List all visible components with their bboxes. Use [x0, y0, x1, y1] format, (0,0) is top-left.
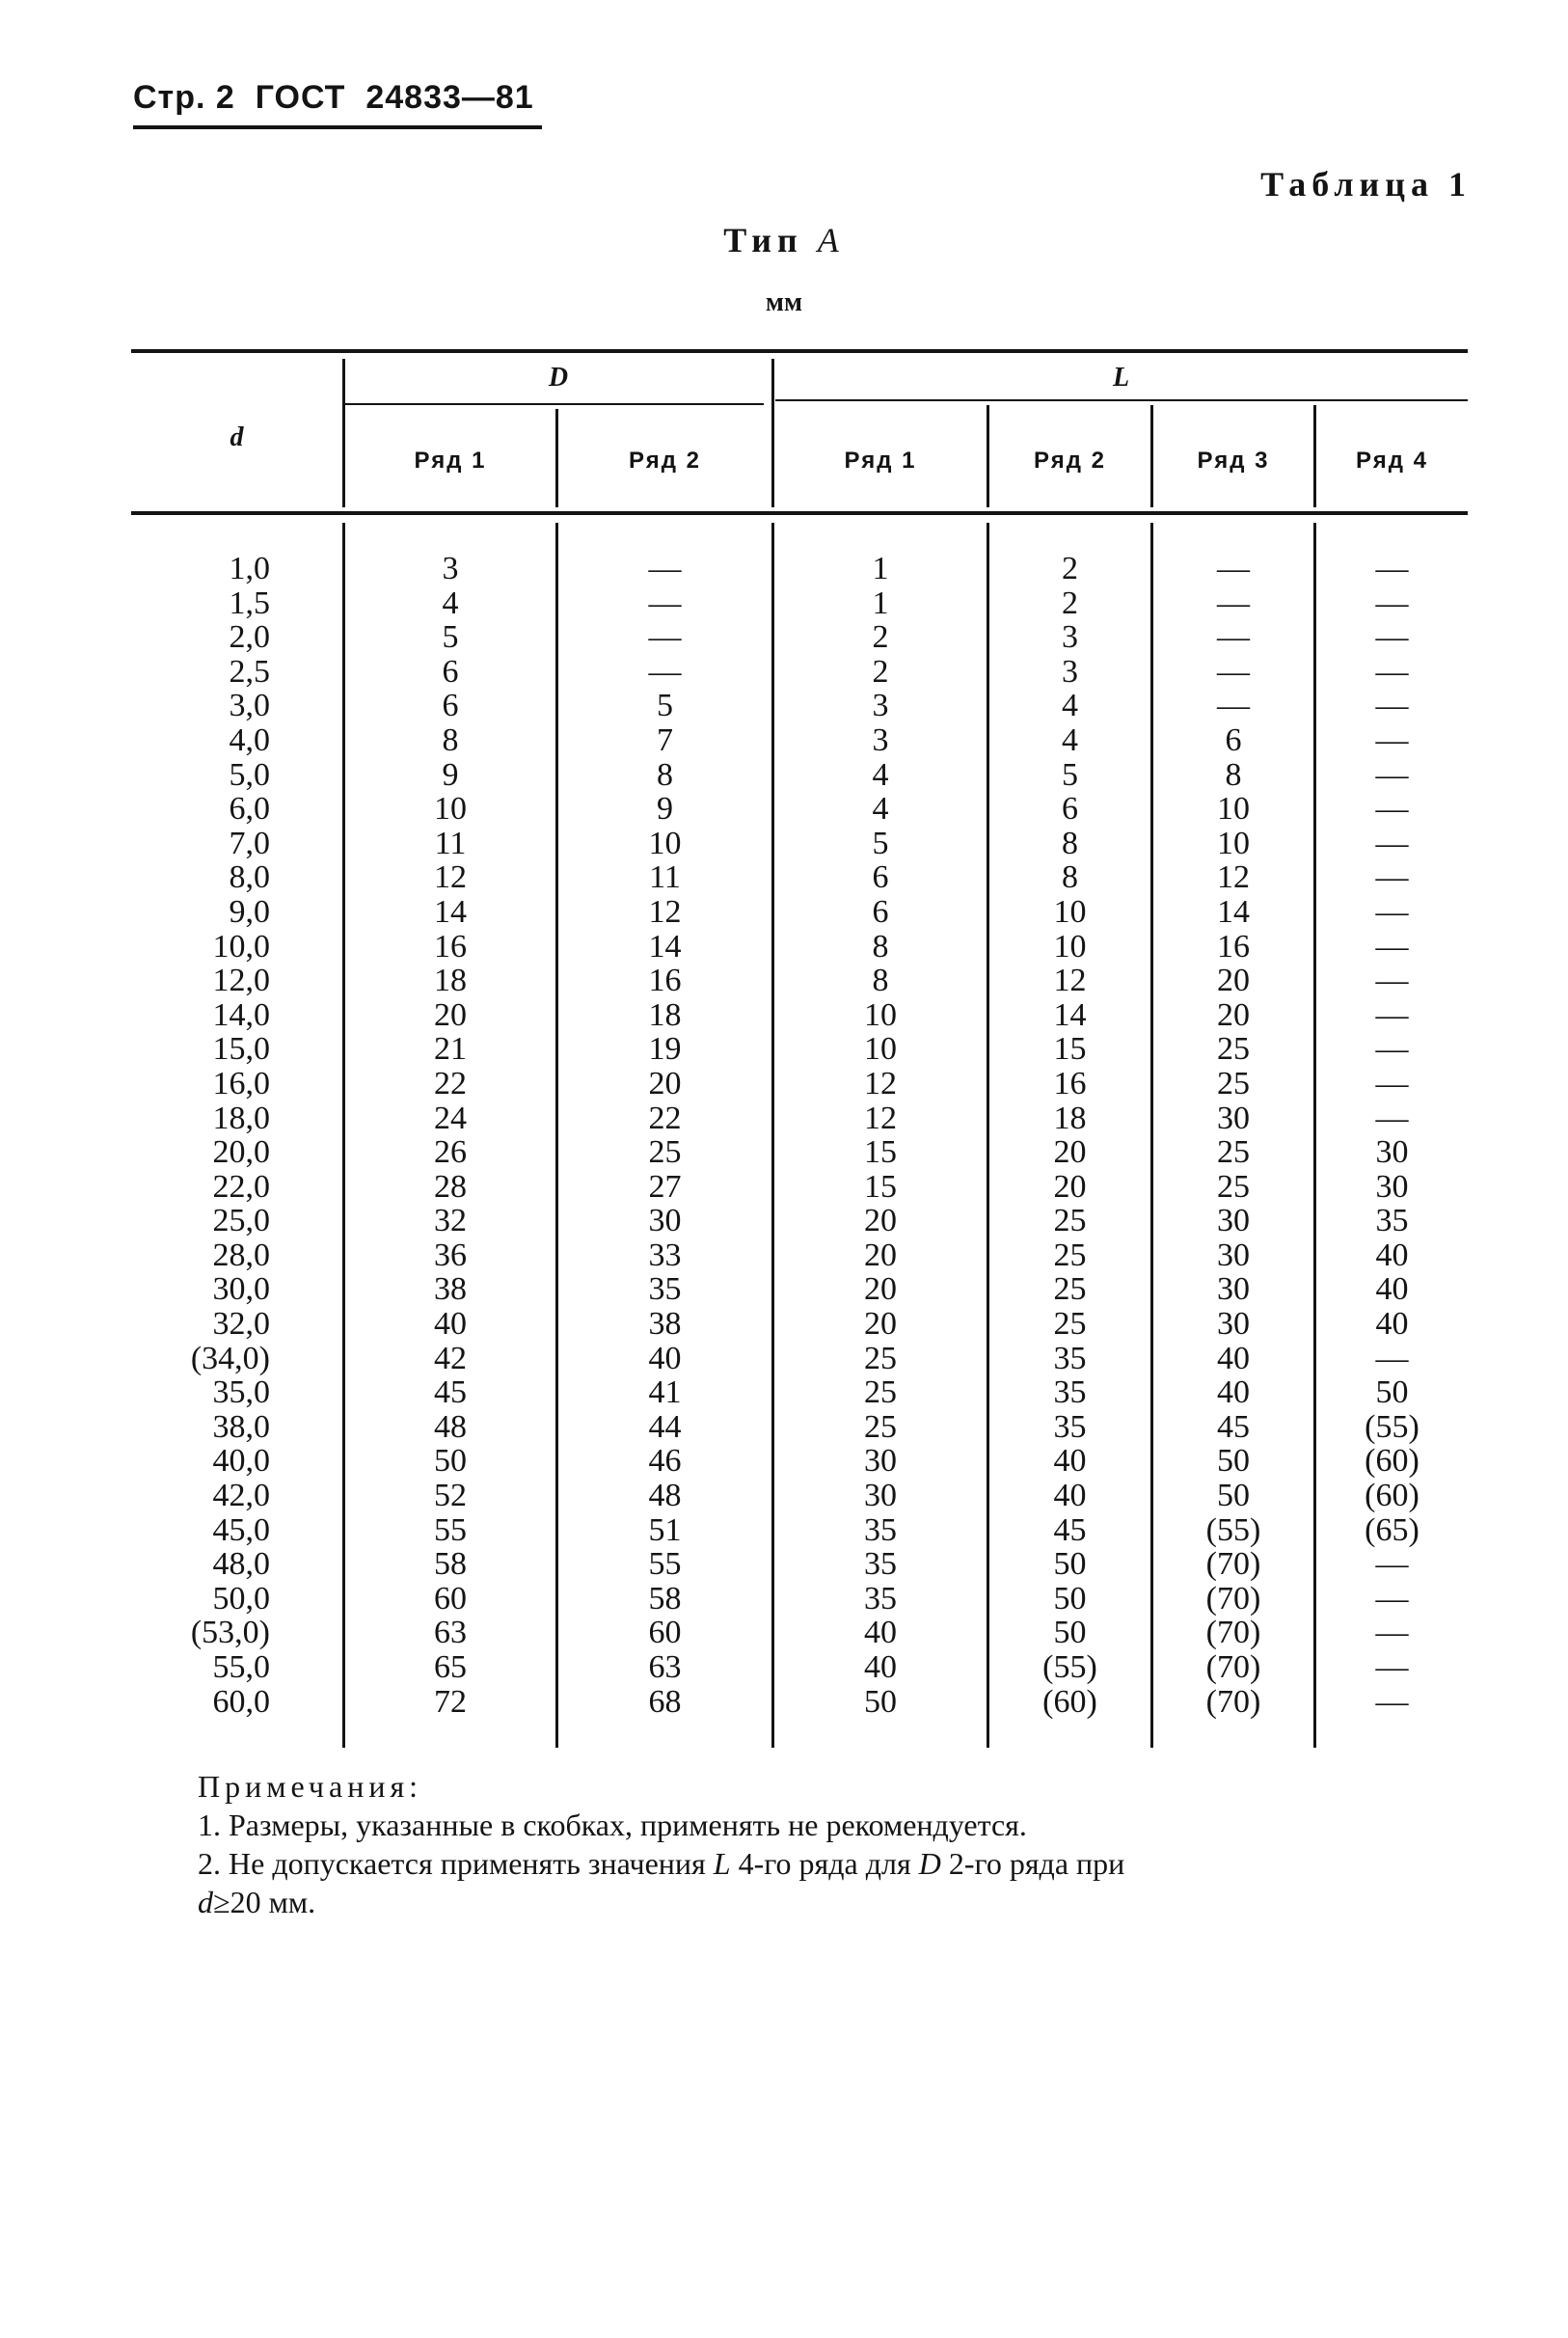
cell-D-row1: 14 [434, 893, 467, 930]
cell-L-row3: 25 [1217, 1168, 1250, 1205]
cell-L-row2: 35 [1053, 1408, 1087, 1445]
cell-d: 9,0 [229, 893, 270, 930]
cell-L-row3: (55) [1205, 1511, 1261, 1548]
cell-L-row3: 40 [1217, 1340, 1250, 1376]
cell-D-row2: 48 [648, 1478, 682, 1514]
cell-L-row1: 12 [864, 1065, 897, 1101]
cell-L-row3: 30 [1217, 1203, 1250, 1239]
cell-D-row2: 35 [648, 1271, 682, 1308]
cell-D-row2: 22 [648, 1100, 682, 1136]
cell-D-row1: 50 [434, 1443, 467, 1480]
cell-D-row2: 55 [648, 1546, 682, 1583]
cell-L-row2: 25 [1053, 1237, 1087, 1273]
cell-D-row1: 3 [442, 551, 459, 586]
cell-D-row2: 40 [648, 1340, 682, 1376]
cell-L-row2: 3 [1062, 619, 1078, 656]
cell-D-row1: 42 [434, 1340, 467, 1376]
cell-L-row3: 10 [1217, 791, 1250, 828]
cell-L-row1: 25 [864, 1408, 897, 1445]
cell-L-row3: 6 [1225, 721, 1242, 758]
cell-D-row1: 6 [442, 688, 459, 724]
cell-L-row4: (60) [1365, 1478, 1419, 1514]
cell-L-row4: (60) [1365, 1443, 1419, 1480]
cell-L-row4: 30 [1375, 1134, 1409, 1171]
cell-L-row2: (60) [1042, 1683, 1097, 1720]
cell-L-row1: 1 [872, 584, 889, 621]
cell-L-row2: 50 [1053, 1615, 1087, 1651]
cell-L-row3: (70) [1205, 1580, 1261, 1617]
cell-D-row2: 20 [648, 1065, 682, 1101]
cell-L-row1: 6 [872, 859, 889, 896]
cell-L-row1: 2 [872, 619, 889, 656]
cell-D-row2: 12 [648, 893, 682, 930]
cell-D-row1: 5 [442, 619, 459, 656]
cell-d: 28,0 [212, 1237, 270, 1273]
cell-D-row2: 44 [648, 1408, 682, 1445]
cell-d: 42,0 [212, 1478, 270, 1514]
cell-L-row2: 25 [1053, 1271, 1087, 1308]
cell-d: 6,0 [229, 791, 270, 828]
cell-D-row1: 21 [434, 1031, 467, 1068]
cell-L-row2: 15 [1053, 1031, 1087, 1068]
note-1: 1. Размеры, указанные в скобках, применять не рекомендуется. [198, 1808, 1027, 1842]
cell-L-row4: — [1375, 1340, 1409, 1376]
cell-L-row2: 14 [1053, 996, 1087, 1033]
cell-d: 14,0 [212, 996, 270, 1033]
cell-L-row2: 5 [1062, 756, 1078, 793]
cell-L-row1: 3 [872, 721, 889, 758]
cell-D-row2: 60 [648, 1615, 682, 1651]
cell-L-row4: — [1375, 1546, 1409, 1583]
cell-D-row1: 38 [434, 1271, 467, 1308]
cell-L-row2: 18 [1053, 1100, 1087, 1136]
cell-D-row2: 8 [657, 756, 673, 793]
cell-L-row1: 10 [864, 1031, 897, 1068]
cell-D-row1: 72 [434, 1683, 467, 1720]
cell-D-row2: 10 [648, 825, 682, 861]
cell-d: 3,0 [229, 688, 270, 724]
cell-d: (53,0) [190, 1615, 270, 1651]
cell-D-row2: 7 [657, 721, 673, 758]
cell-L-row3: — [1217, 653, 1250, 690]
cell-L-row3: 30 [1217, 1100, 1250, 1136]
cell-L-row1: 20 [864, 1306, 897, 1343]
type-letter: A [817, 221, 845, 259]
cell-D-row2: 14 [648, 928, 682, 965]
cell-L-row4: (65) [1365, 1511, 1419, 1548]
cell-d: 4,0 [229, 721, 270, 758]
cell-L-row2: 6 [1062, 791, 1078, 828]
cell-L-row1: 15 [864, 1134, 897, 1171]
cell-d: 7,0 [229, 825, 270, 861]
cell-D-row2: 38 [648, 1306, 682, 1343]
cell-L-row2: 40 [1053, 1478, 1087, 1514]
cell-L-row4: — [1375, 1615, 1409, 1651]
type-label [0, 220, 1568, 260]
cell-L-row1: 20 [864, 1203, 897, 1239]
cell-D-row2: 9 [657, 791, 673, 828]
cell-L-row3: 45 [1217, 1408, 1250, 1445]
cell-D-row2: — [648, 619, 682, 656]
cell-d: 16,0 [212, 1065, 270, 1101]
subheader-D-row2: Ряд 2 [629, 448, 701, 474]
cell-L-row1: 6 [872, 893, 889, 930]
cell-L-row4: — [1375, 619, 1409, 656]
subheader-L-row3: Ряд 3 [1197, 448, 1270, 474]
cell-L-row3: — [1217, 584, 1250, 621]
cell-d: (34,0) [190, 1340, 270, 1376]
cell-L-row2: 50 [1053, 1546, 1087, 1583]
cell-L-row1: 10 [864, 996, 897, 1033]
cell-L-row4: — [1375, 756, 1409, 793]
cell-L-row4: — [1375, 825, 1409, 861]
cell-L-row4: — [1375, 653, 1409, 690]
cell-d: 40,0 [212, 1443, 270, 1480]
cell-D-row1: 12 [434, 859, 467, 896]
column-D-row2 [558, 552, 771, 1719]
cell-L-row4: — [1375, 1683, 1409, 1720]
cell-L-row3: 30 [1217, 1271, 1250, 1308]
cell-d: 1,5 [229, 584, 270, 621]
cell-L-row4: — [1375, 1031, 1409, 1068]
cell-d: 15,0 [212, 1031, 270, 1068]
cell-d: 20,0 [212, 1134, 270, 1171]
cell-D-row2: — [648, 551, 682, 586]
cell-L-row1: 3 [872, 688, 889, 724]
cell-D-row1: 28 [434, 1168, 467, 1205]
cell-L-row4: 35 [1375, 1203, 1409, 1239]
cell-L-row2: 4 [1062, 688, 1078, 724]
cell-D-row1: 9 [442, 756, 459, 793]
cell-L-row3: 8 [1225, 756, 1242, 793]
cell-L-row3: (70) [1205, 1683, 1261, 1720]
cell-L-row4: — [1375, 1100, 1409, 1136]
cell-d: 1,0 [229, 551, 270, 586]
cell-L-row1: 35 [864, 1546, 897, 1583]
cell-L-row1: 35 [864, 1511, 897, 1548]
cell-L-row1: 1 [872, 551, 889, 586]
cell-L-row2: 45 [1053, 1511, 1087, 1548]
cell-D-row2: 5 [657, 688, 673, 724]
cell-d: 18,0 [212, 1100, 270, 1136]
cell-L-row2: 16 [1053, 1065, 1087, 1101]
cell-L-row2: 35 [1053, 1340, 1087, 1376]
cell-L-row1: 25 [864, 1340, 897, 1376]
column-L-row2 [989, 552, 1150, 1719]
column-L-row1 [774, 552, 987, 1719]
cell-D-row2: 41 [648, 1374, 682, 1411]
cell-d: 2,0 [229, 619, 270, 656]
subheader-D-row1: Ряд 1 [414, 448, 487, 474]
cell-D-row2: 46 [648, 1443, 682, 1480]
cell-D-row1: 18 [434, 963, 467, 999]
cell-L-row3: — [1217, 551, 1250, 586]
cell-L-row3: 40 [1217, 1374, 1250, 1411]
cell-L-row1: 5 [872, 825, 889, 861]
column-L-row4 [1316, 552, 1468, 1719]
cell-D-row1: 52 [434, 1478, 467, 1514]
cell-L-row2: 20 [1053, 1168, 1087, 1205]
cell-L-row2: (55) [1042, 1649, 1097, 1685]
cell-D-row1: 65 [434, 1649, 467, 1685]
cell-L-row1: 4 [872, 791, 889, 828]
cell-d: 48,0 [212, 1546, 270, 1583]
page-number: Стр. 2 [133, 79, 235, 116]
cell-d: 35,0 [212, 1374, 270, 1411]
cell-D-row2: 18 [648, 996, 682, 1033]
cell-L-row4: 30 [1375, 1168, 1409, 1205]
cell-L-row1: 40 [864, 1649, 897, 1685]
cell-d: 10,0 [212, 928, 270, 965]
cell-D-row1: 10 [434, 791, 467, 828]
cell-L-row3: — [1217, 619, 1250, 656]
cell-L-row3: 16 [1217, 928, 1250, 965]
cell-L-row3: 25 [1217, 1134, 1250, 1171]
cell-d: 50,0 [212, 1580, 270, 1617]
cell-D-row1: 8 [442, 721, 459, 758]
cell-D-row2: 68 [648, 1683, 682, 1720]
standard-number: 24833—81 [365, 79, 534, 116]
header-underline [133, 125, 542, 129]
cell-L-row1: 20 [864, 1237, 897, 1273]
cell-L-row2: 3 [1062, 653, 1078, 690]
cell-D-row1: 16 [434, 928, 467, 965]
cell-L-row2: 2 [1062, 551, 1078, 586]
cell-D-row1: 24 [434, 1100, 467, 1136]
cell-D-row2: 11 [649, 859, 681, 896]
cell-L-row4: — [1375, 859, 1409, 896]
cell-L-row2: 12 [1053, 963, 1087, 999]
subheader-L-row2: Ряд 2 [1034, 448, 1106, 474]
cell-L-row2: 8 [1062, 825, 1078, 861]
column-D-row1 [345, 552, 555, 1719]
cell-L-row3: 30 [1217, 1237, 1250, 1273]
cell-L-row2: 4 [1062, 721, 1078, 758]
cell-D-row2: — [648, 584, 682, 621]
cell-L-row3: 14 [1217, 893, 1250, 930]
cell-D-row1: 4 [442, 584, 459, 621]
cell-d: 32,0 [212, 1306, 270, 1343]
cell-L-row1: 25 [864, 1374, 897, 1411]
cell-L-row3: 25 [1217, 1031, 1250, 1068]
cell-D-row1: 32 [434, 1203, 467, 1239]
cell-D-row2: 51 [648, 1511, 682, 1548]
cell-L-row2: 20 [1053, 1134, 1087, 1171]
cell-L-row2: 25 [1053, 1203, 1087, 1239]
cell-L-row3: 50 [1217, 1478, 1250, 1514]
cell-L-row4: (55) [1365, 1408, 1419, 1445]
cell-D-row1: 45 [434, 1374, 467, 1411]
cell-L-row3: (70) [1205, 1546, 1261, 1583]
cell-D-row2: — [648, 653, 682, 690]
cell-D-row1: 6 [442, 653, 459, 690]
cell-D-row1: 60 [434, 1580, 467, 1617]
cell-L-row2: 2 [1062, 584, 1078, 621]
cell-L-row4: — [1375, 688, 1409, 724]
cell-L-row3: 20 [1217, 963, 1250, 999]
cell-D-row2: 58 [648, 1580, 682, 1617]
type-prefix: Тип [723, 221, 803, 259]
standard-label: ГОСТ [255, 79, 346, 116]
header-bottom-rule [131, 511, 1468, 515]
cell-L-row4: — [1375, 1649, 1409, 1685]
cell-L-row1: 30 [864, 1443, 897, 1480]
cell-L-row3: 12 [1217, 859, 1250, 896]
cell-d: 25,0 [212, 1203, 270, 1239]
cell-D-row2: 25 [648, 1134, 682, 1171]
cell-L-row1: 50 [864, 1683, 897, 1720]
cell-d: 8,0 [229, 859, 270, 896]
cell-L-row4: — [1375, 1065, 1409, 1101]
cell-D-row2: 33 [648, 1237, 682, 1273]
group-L-rule [775, 399, 1468, 401]
cell-d: 45,0 [212, 1511, 270, 1548]
cell-D-row1: 11 [434, 825, 467, 861]
units-label: мм [765, 287, 803, 317]
cell-D-row1: 20 [434, 996, 467, 1033]
cell-L-row3: 20 [1217, 996, 1250, 1033]
cell-L-row4: 40 [1375, 1306, 1409, 1343]
cell-D-row1: 63 [434, 1615, 467, 1651]
cell-D-row1: 40 [434, 1306, 467, 1343]
cell-L-row4: — [1375, 963, 1409, 999]
cell-L-row4: — [1375, 721, 1409, 758]
cell-L-row4: 50 [1375, 1374, 1409, 1411]
group-L-header: L [1112, 363, 1130, 393]
notes-title: Примечания: [198, 1769, 423, 1804]
cell-L-row1: 4 [872, 756, 889, 793]
cell-L-row2: 25 [1053, 1306, 1087, 1343]
cell-D-row1: 36 [434, 1237, 467, 1273]
cell-L-row4: — [1375, 551, 1409, 586]
page-header [133, 79, 534, 117]
cell-L-row4: — [1375, 893, 1409, 930]
cell-L-row2: 10 [1053, 928, 1087, 965]
cell-L-row1: 8 [872, 928, 889, 965]
cell-d: 22,0 [212, 1168, 270, 1205]
cell-L-row1: 12 [864, 1100, 897, 1136]
cell-D-row1: 58 [434, 1546, 467, 1583]
cell-L-row3: 10 [1217, 825, 1250, 861]
cell-L-row1: 15 [864, 1168, 897, 1205]
cell-L-row4: 40 [1375, 1271, 1409, 1308]
col-d-header: d [230, 422, 244, 452]
cell-L-row4: — [1375, 1580, 1409, 1617]
cell-L-row4: — [1375, 996, 1409, 1033]
cell-D-row1: 22 [434, 1065, 467, 1101]
cell-d: 60,0 [212, 1683, 270, 1720]
cell-d: 30,0 [212, 1271, 270, 1308]
cell-d: 38,0 [212, 1408, 270, 1445]
cell-L-row1: 35 [864, 1580, 897, 1617]
cell-L-row3: (70) [1205, 1615, 1261, 1651]
cell-L-row3: 30 [1217, 1306, 1250, 1343]
cell-L-row3: 50 [1217, 1443, 1250, 1480]
cell-D-row2: 30 [648, 1203, 682, 1239]
cell-D-row1: 55 [434, 1511, 467, 1548]
cell-d: 2,5 [229, 653, 270, 690]
cell-D-row2: 16 [648, 963, 682, 999]
cell-L-row4: — [1375, 584, 1409, 621]
subheader-L-row4: Ряд 4 [1356, 448, 1428, 474]
cell-d: 55,0 [212, 1649, 270, 1685]
cell-L-row2: 50 [1053, 1580, 1087, 1617]
cell-L-row2: 8 [1062, 859, 1078, 896]
cell-L-row3: — [1217, 688, 1250, 724]
cell-L-row2: 10 [1053, 893, 1087, 930]
cell-L-row3: (70) [1205, 1649, 1261, 1685]
note-2: 2. Не допускается применять значения L 4-го ряда для D 2-го ряда при d≥20 мм. [198, 1846, 1125, 1919]
cell-D-row2: 19 [648, 1031, 682, 1068]
cell-D-row1: 48 [434, 1408, 467, 1445]
cell-L-row1: 8 [872, 963, 889, 999]
column-L-row3 [1153, 552, 1313, 1719]
cell-L-row2: 40 [1053, 1443, 1087, 1480]
cell-L-row3: 25 [1217, 1065, 1250, 1101]
cell-L-row4: — [1375, 928, 1409, 965]
cell-L-row4: 40 [1375, 1237, 1409, 1273]
table-top-rule [131, 349, 1468, 353]
cell-L-row1: 30 [864, 1478, 897, 1514]
cell-D-row2: 27 [648, 1168, 682, 1205]
cell-d: 12,0 [212, 963, 270, 999]
cell-D-row2: 63 [648, 1649, 682, 1685]
cell-L-row1: 20 [864, 1271, 897, 1308]
cell-L-row4: — [1375, 791, 1409, 828]
cell-D-row1: 26 [434, 1134, 467, 1171]
cell-L-row1: 2 [872, 653, 889, 690]
group-D-header: D [548, 363, 569, 393]
subheader-L-row1: Ряд 1 [844, 448, 917, 474]
column-d [145, 552, 270, 1719]
table-label: Таблица 1 [1260, 165, 1472, 204]
cell-L-row2: 35 [1053, 1374, 1087, 1411]
cell-d: 5,0 [229, 756, 270, 793]
cell-L-row1: 40 [864, 1615, 897, 1651]
group-D-rule [345, 403, 764, 405]
